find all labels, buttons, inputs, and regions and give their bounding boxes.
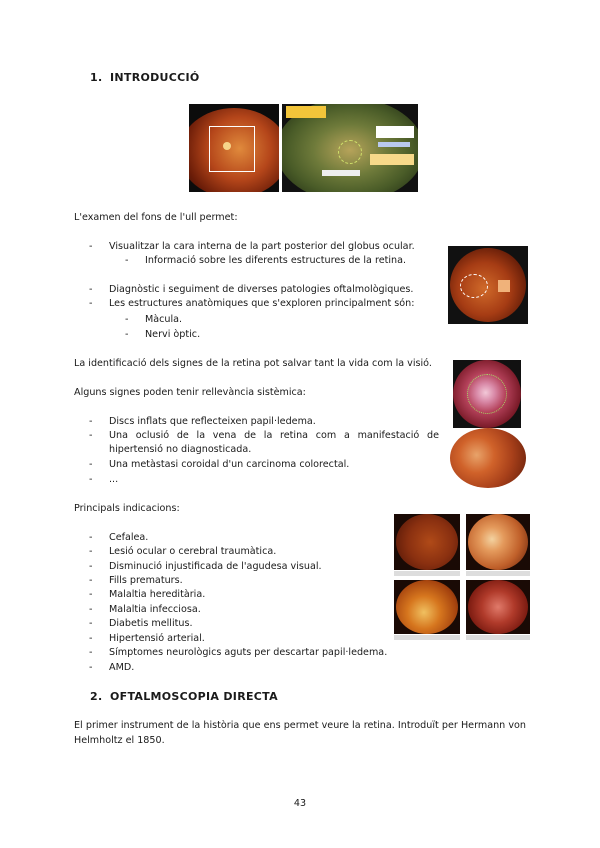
fundus-photo <box>466 580 530 634</box>
fundus-image <box>396 514 458 570</box>
label-box <box>378 142 410 147</box>
list-item: - Malaltia hereditària. <box>89 589 206 600</box>
fundus-photo-thumbnail <box>189 104 279 192</box>
optic-disc-photo <box>453 360 521 428</box>
fundus-image <box>468 580 528 634</box>
fundus-photo <box>394 580 460 634</box>
list-item: - Disminució injustificada de l'agudesa visual. <box>89 561 322 572</box>
disc-margin-ring <box>467 374 507 414</box>
fundus-image <box>396 580 458 634</box>
indicacions-intro: Principals indicacions: <box>74 503 180 514</box>
list-item: - Fills prematurs. <box>89 575 183 586</box>
list-item: - Les estructures anatòmiques que s'exploren principalment són: <box>89 298 415 309</box>
list-item: - Màcula. <box>125 314 183 325</box>
list-item: - Símptomes neurològics aguts per descartar papil·ledema. <box>89 647 388 658</box>
caption-bar <box>466 635 530 640</box>
list-item: - ... <box>89 474 119 485</box>
page-number: 43 <box>293 798 307 809</box>
list-item: - Nervi òptic. <box>125 329 201 340</box>
intro-line: L'examen del fons de l'ull permet: <box>74 212 238 223</box>
fundus-photo <box>466 514 530 570</box>
list-item: - Malaltia infecciosa. <box>89 604 201 615</box>
list-item: - AMD. <box>89 662 135 673</box>
zoom-frame <box>209 126 255 172</box>
section-heading-introduccio <box>90 71 200 84</box>
caption-bar <box>394 635 460 640</box>
signes-intro: Alguns signes poden tenir rellevància sistèmica: <box>74 387 306 398</box>
section-heading-oftalmoscopia <box>90 690 278 703</box>
section-title: INTRODUCCIÓ <box>110 71 200 84</box>
section2-paragraph: El primer instrument de la història que ens permet veure la retina. Introduït per Hermann von Helmholtz el 1850. <box>74 720 526 746</box>
label-box <box>370 154 414 165</box>
fundus-photo <box>394 514 460 570</box>
fundus-photo-grid <box>394 514 530 640</box>
fundus-photo-metastasis <box>448 428 526 488</box>
list-item: - Una metàstasi coroidal d'un carcinoma colorectal. <box>89 459 350 470</box>
fundus-photo-annotated <box>282 104 418 192</box>
list-item: - Lesió ocular o cerebral traumàtica. <box>89 546 277 557</box>
list-item: - Hipertensió arterial. <box>89 633 205 644</box>
macula-ring <box>338 140 362 164</box>
section-number: 2. <box>90 690 103 703</box>
caption-bar <box>394 571 460 576</box>
list-item: - Diabetis mellitus. <box>89 618 193 629</box>
label-box <box>322 170 360 176</box>
section-title: OFTALMOSCOPIA DIRECTA <box>110 690 278 703</box>
macula-ring <box>460 274 488 298</box>
label-box <box>376 126 414 138</box>
list-item: - Una oclusió de la vena de la retina com a manifestació de hipertensió no diagnosticada. <box>89 430 439 455</box>
optic-disc-marker <box>223 142 231 150</box>
caption-bar <box>466 571 530 576</box>
fundus-image <box>468 514 528 570</box>
optic-disc-marker <box>498 280 510 292</box>
list-item: - Informació sobre les diferents estructures de la retina. <box>125 255 407 266</box>
fundus-photo-labelled <box>448 246 528 324</box>
list-item: - Cefalea. <box>89 532 149 543</box>
list-item: - Diagnòstic i seguiment de diverses patologies oftalmològiques. <box>89 284 414 295</box>
fundus-image <box>450 428 526 488</box>
label-box <box>286 106 326 118</box>
list-item: - Visualitzar la cara interna de la part posterior del globus ocular. <box>89 241 415 252</box>
list-item: - Discs inflats que reflecteixen papil·ledema. <box>89 416 316 427</box>
identification-text: La identificació dels signes de la retina pot salvar tant la vida com la visió. <box>74 358 432 369</box>
section-number: 1. <box>90 71 103 84</box>
